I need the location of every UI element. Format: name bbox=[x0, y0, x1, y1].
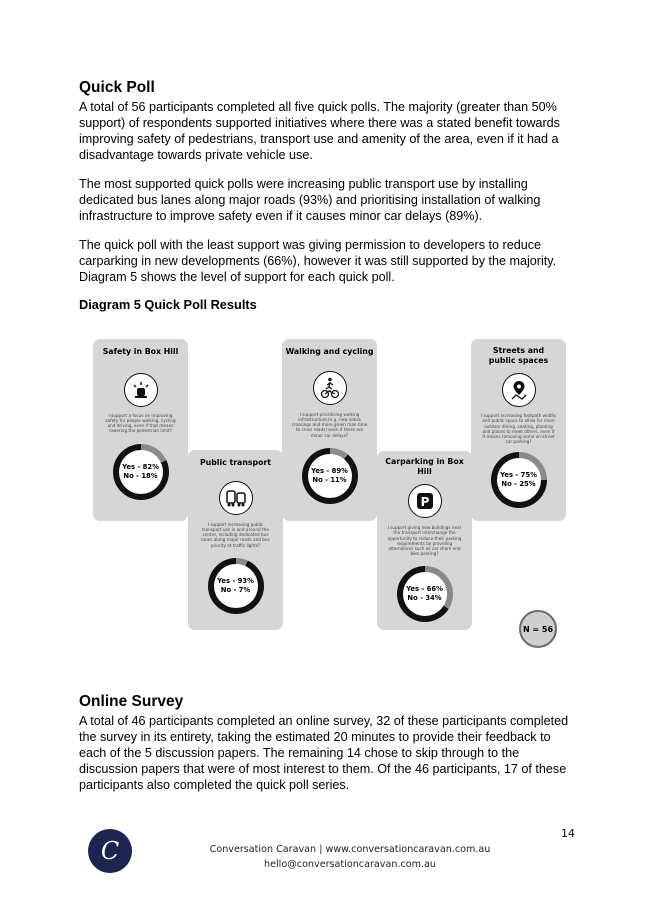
sample-size-badge: N = 56 bbox=[519, 610, 557, 648]
poll-card-title: Streets and public spaces bbox=[488, 346, 549, 365]
poll-no-label: No - 25% bbox=[501, 479, 536, 488]
quick-poll-heading: Quick Poll bbox=[79, 79, 155, 96]
quick-poll-paragraph-1: A total of 56 participants completed all five quick polls. The majority (greater than 50% support) of respondents supported initiatives where there was a stated benefit towards improving safety of pedestrians, transport use and amenity of the area, even if it had a disadvantage towards private vehicle use. bbox=[79, 100, 560, 162]
page-number: 14 bbox=[561, 827, 575, 840]
poll-card-title: Public transport bbox=[199, 458, 272, 467]
walk-bike-icon bbox=[313, 371, 347, 405]
poll-donut-chart bbox=[113, 444, 169, 500]
poll-yes-label: Yes - 82% bbox=[122, 462, 159, 471]
poll-no-label: No - 18% bbox=[123, 471, 158, 480]
poll-donut-chart bbox=[491, 452, 547, 508]
poll-donut-chart bbox=[208, 558, 264, 614]
poll-yes-label: Yes - 93% bbox=[217, 576, 254, 585]
poll-card-question: I support prioritising walking infrastructure (e.g. new zebra crossings and more green man time to cross roads) even if there are minor car delays? bbox=[291, 411, 368, 438]
poll-yes-label: Yes - 89% bbox=[311, 466, 348, 475]
quick-poll-paragraph-2: The most supported quick polls were increasing public transport use by installing dedicated bus lanes along major roads (93%) and prioritising installation of walking infrastructure to improve safety even if it causes minor car delays (89%). bbox=[79, 177, 541, 223]
poll-card-title: Carparking in Box Hill bbox=[385, 457, 464, 476]
alarm-light-icon bbox=[124, 373, 158, 407]
online-survey-heading: Online Survey bbox=[79, 693, 184, 710]
poll-card-question: I support giving new buildings near the transport interchange the opportunity to reduce their parking requirements by providing alternatives such as car share and bike parking? bbox=[387, 525, 462, 557]
poll-card-public-transport bbox=[188, 450, 283, 630]
poll-card-safety bbox=[93, 339, 188, 521]
bus-tram-icon bbox=[219, 481, 253, 515]
poll-card-question: I support a focus on improving safety for people walking, cycling and driving, even if that means lowering the pedestrian limit? bbox=[105, 412, 176, 434]
poll-card-streets-public-spaces bbox=[471, 339, 566, 521]
conversation-caravan-logo bbox=[88, 829, 132, 873]
poll-donut-chart bbox=[397, 566, 453, 622]
footer-contact-line: Conversation Caravan | www.conversationcaravan.com.au bbox=[209, 844, 491, 855]
parking-icon bbox=[408, 484, 442, 518]
poll-no-label: No - 34% bbox=[407, 593, 442, 602]
poll-card-question: I support increasing footpath widths and public space to allow for more outdoor dining, seating, planting and places to meet others, even if it means removing some on-street car parking? bbox=[480, 413, 557, 445]
online-survey-paragraph: A total of 46 participants completed an online survey, 32 of these participants completed the survey in its entirety, taking the estimated 20 minutes to provide their feedback to each of the 5 discussion papers. The remaining 14 chose to skip through to the discussion papers that were of most interest to them. Of the 46 participants, 17 of these participants also completed the quick poll series. bbox=[79, 714, 569, 792]
poll-card-walking-cycling bbox=[282, 339, 377, 521]
svg-text:P: P bbox=[420, 495, 429, 509]
poll-card-carparking bbox=[377, 451, 472, 630]
map-pin-icon bbox=[502, 373, 536, 407]
footer-email-line: hello@conversationcaravan.com.au bbox=[264, 859, 436, 870]
poll-no-label: No - 11% bbox=[312, 475, 347, 484]
quick-poll-paragraph-3: The quick poll with the least support was giving permission to developers to reduce carparking in new developments (66%), however it was still supported by the majority. Diagram 5 shows the level of support for each quick poll. bbox=[79, 238, 557, 284]
poll-card-title: Safety in Box Hill bbox=[102, 347, 179, 356]
diagram-title: Diagram 5 Quick Poll Results bbox=[79, 297, 257, 312]
poll-donut-chart bbox=[302, 448, 358, 504]
logo-letter: C bbox=[100, 837, 120, 865]
poll-yes-label: Yes - 75% bbox=[500, 470, 537, 479]
poll-card-title: Walking and cycling bbox=[285, 347, 374, 356]
poll-yes-label: Yes - 66% bbox=[406, 584, 443, 593]
poll-card-question: I support increasing public transport use in and around the centre, including dedicated bus lanes along major roads and bus priority at traffic lights? bbox=[201, 521, 270, 548]
poll-no-label: No - 7% bbox=[220, 585, 251, 594]
